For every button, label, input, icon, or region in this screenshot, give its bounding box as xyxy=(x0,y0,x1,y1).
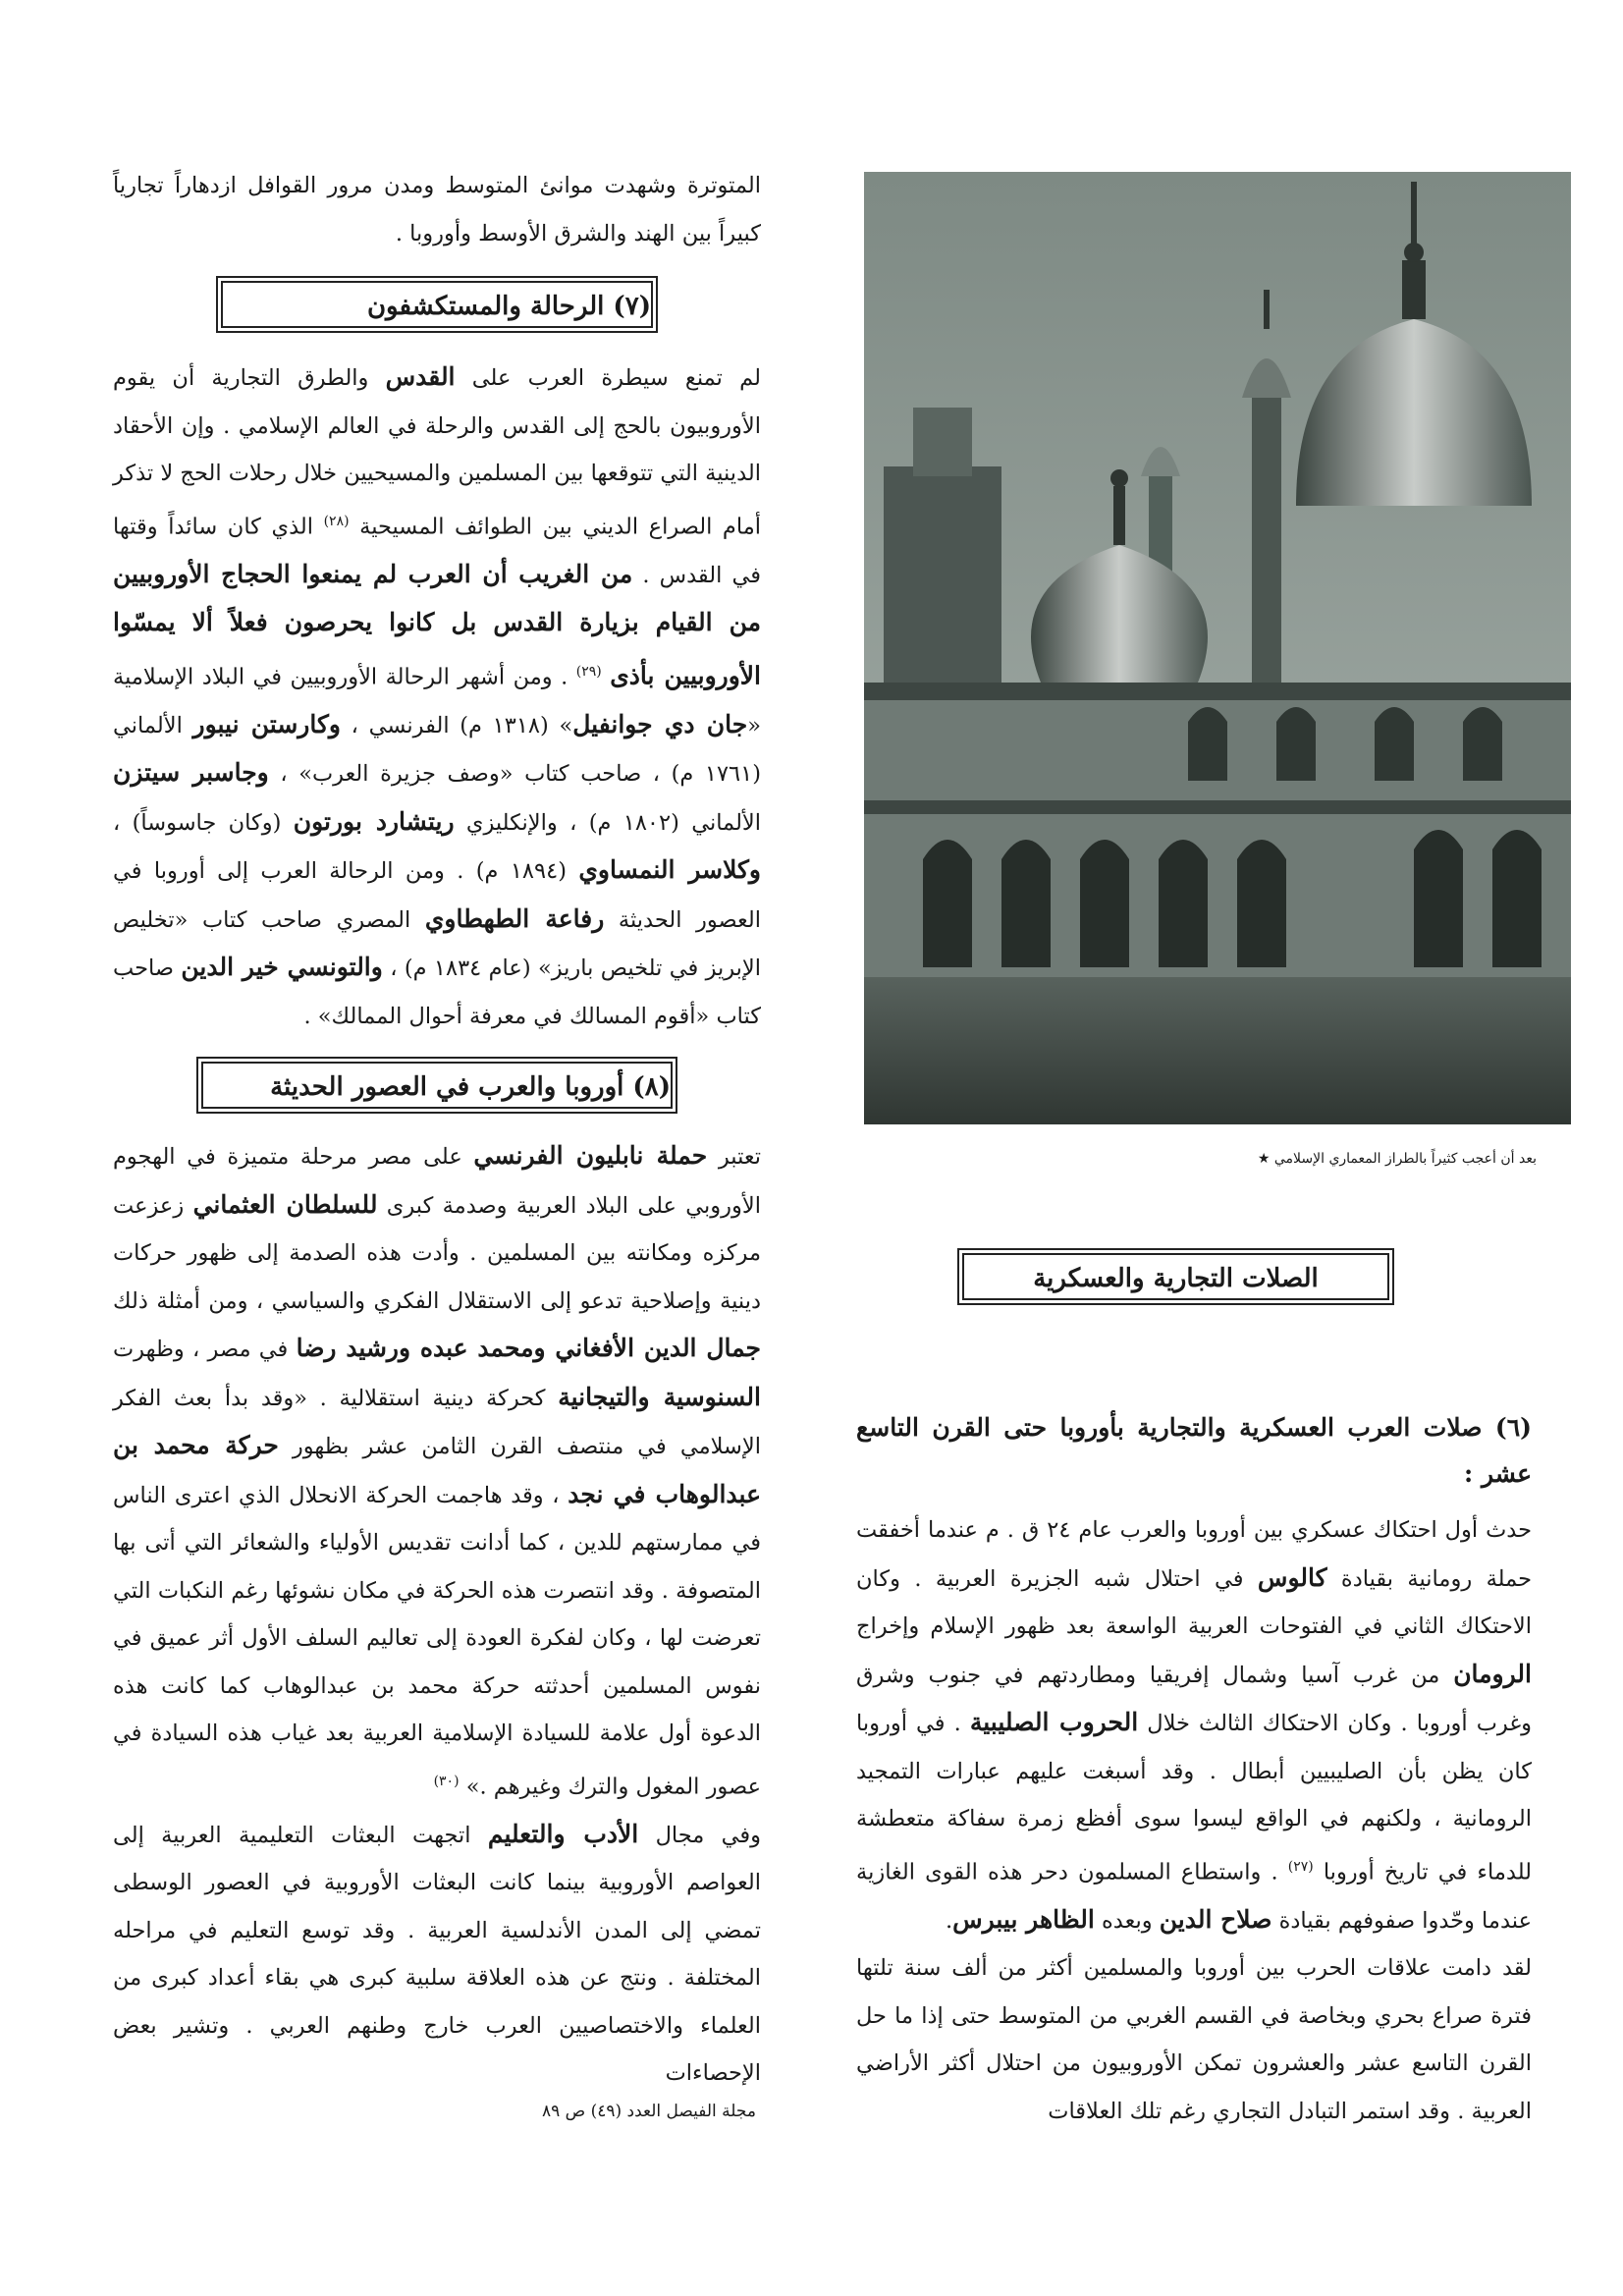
section7-heading: (٧) الرحالة والمستكشفون xyxy=(221,281,653,328)
right-column xyxy=(856,1404,1532,2135)
section7-paragraph: لم تمنع سيطرة العرب على القدس والطرق التجارية أن يقوم الأوروبيون بالحج إلى القدس والرحلة في العالم الإسلامي . وإن الأحقاد الدينية التي تتوقعها بين المسلمين والمسيحيين خلال رحلات الحج لا تذكر أمام الصراع الديني بين الطوائف المسيحية $^{(٢٨)}$ الذي كان سائداً وقتها في القدس . من الغريب أن العرب لم يمنعوا الحجاج الأوروبيين من القيام بزيارة القدس بل كانوا يحرصون فعلاً ألا يمسّوا الأوروبيين بأذى $^{(٢٩)}$ . ومن أشهر الرحالة الأوروبيين في البلاد الإسلامية «جان دي جوانفيل» (١٣١٨ م) الفرنسي ، وكارستن نيبور الألماني (١٧٦١ م) ، صاحب كتاب «وصف جزيرة العرب» ، وجاسبر سيتزن الألماني (١٨٠٢ م) ، والإنكليزي ريتشارد بورتون (وكان جاسوساً) ، وكلاسر النمساوي (١٨٩٤ م) . ومن الرحالة العرب إلى أوروبا في العصور الحديثة رفاعة الطهطاوي المصري صاحب كتاب «تخليص الإبريز في تلخيص باريز» (عام ١٨٣٤ م) ، والتونسي خير الدين صاحب كتاب «أقوم المسالك في معرفة أحوال الممالك» . xyxy=(113,362,762,1029)
section8-heading: (٨) أوروبا والعرب في العصور الحديثة xyxy=(201,1062,673,1109)
pavilion-photo xyxy=(864,172,1571,1124)
section6-lead: (٦) صلات العرب العسكرية والتجارية بأوروبا حتى القرن التاسع عشر : xyxy=(856,1413,1532,1488)
section6-paragraph-2: لقد دامت علاقات الحرب بين أوروبا والمسلمين أكثر من ألف سنة تلتها فترة صراع بحري وبخاصة في القسم الغربي من المتوسط حتى إذا ما حل القرن التاسع عشر والعشرون تمكن الأوروبيون من احتلال أكثر الأراضي العربية . وقد استمر التبادل التجاري رغم تلك العلاقات xyxy=(856,1955,1532,2124)
section8-paragraph-1: تعتبر حملة نابليون الفرنسي على مصر مرحلة متميزة في الهجوم الأوروبي على البلاد العربية وصدمة كبرى للسلطان العثماني زعزعت مركزه ومكانته بين المسلمين . وأدت هذه الصدمة إلى ظهور حركات دينية وإصلاحية تدعو إلى الاستقلال الفكري والسياسي ، ومن أمثلة ذلك جمال الدين الأفغاني ومحمد عبده ورشيد رضا في مصر ، وظهرت السنوسية والتيجانية كحركة دينية استقلالية . «وقد بدأ بعث الفكر الإسلامي في منتصف القرن الثامن عشر بظهور حركة محمد بن عبدالوهاب في نجد ، وقد هاجمت الحركة الانحلال الذي اعترى الناس في ممارستهم للدين ، كما أدانت تقديس الأولياء والشعائر التي أتى بها المتصوفة . وقد انتصرت هذه الحركة في مكان نشوئها رغم النكبات التي تعرضت لها ، وكان لفكرة العودة إلى تعاليم السلف الأول أثر عميق في نفوس المسلمين أحدثته حركة محمد بن عبدالوهاب كما كانت هذه الدعوة أول علامة للسيادة الإسلامية العربية بعد غياب هذه السيادة في عصور المغول والترك وغيرهم .» $^{(٣٠)}$ xyxy=(113,1141,762,1799)
section8-paragraph-2: وفي مجال الأدب والتعليم اتجهت البعثات التعليمية العربية إلى العواصم الأوروبية بينما كانت البعثات الأوروبية في العصور الوسطى تمضي إلى المدن الأندلسية العربية . وقد توسع التعليم في مراحله المختلفة . ونتج عن هذه العلاقة سلبية كبرى هي بقاء أعداد كبرى من العلماء والاختصاصيين العرب خارج وطنهم العربي . وتشير بعض الإحصاءات xyxy=(113,1819,762,2086)
photo-caption: بعد أن أعجب كثيراً بالطراز المعماري الإسلامي ★ xyxy=(1257,1151,1537,1167)
left-column xyxy=(113,162,761,2098)
page-footer: مجلة الفيصل العدد (٤٩) ص ٨٩ xyxy=(541,2102,756,2121)
section6-paragraph-1: حدث أول احتكاك عسكري بين أوروبا والعرب عام ٢٤ ق . م عندما أخفقت حملة رومانية بقيادة كالوس في احتلال شبه الجزيرة العربية . وكان الاحتكاك الثاني في الفتوحات العربية الواسعة بعد ظهور الإسلام وإخراج الرومان من غرب آسيا وشمال إفريقيا ومطاردتهم في جنوب وشرق وغرب أوروبا . وكان الاحتكاك الثالث خلال الحروب الصليبية . في أوروبا كان يظن بأن الصليبيين أبطال . وقد أسبغت عليهم عبارات التمجيد الرومانية ، ولكنهم في الواقع ليسوا سوى أفظع زمرة سفاكة متعطشة للدماء في تاريخ أوروبا $^{(٢٧)}$ . واستطاع المسلمون دحر هذه القوى الغازية عندما وحّدوا صفوفهم بقيادة صلاح الدين وبعده الظاهر بيبرس. xyxy=(856,1517,1533,1934)
section7-intro: المتوترة وشهدت موانئ المتوسط ومدن مرور القوافل ازدهاراً تجارياً كبيراً بين الهند والشرق الأوسط وأوروبا . xyxy=(113,173,761,246)
pavilion-illustration xyxy=(864,172,1571,1124)
section6-box-heading: الصلات التجارية والعسكرية xyxy=(962,1253,1389,1300)
